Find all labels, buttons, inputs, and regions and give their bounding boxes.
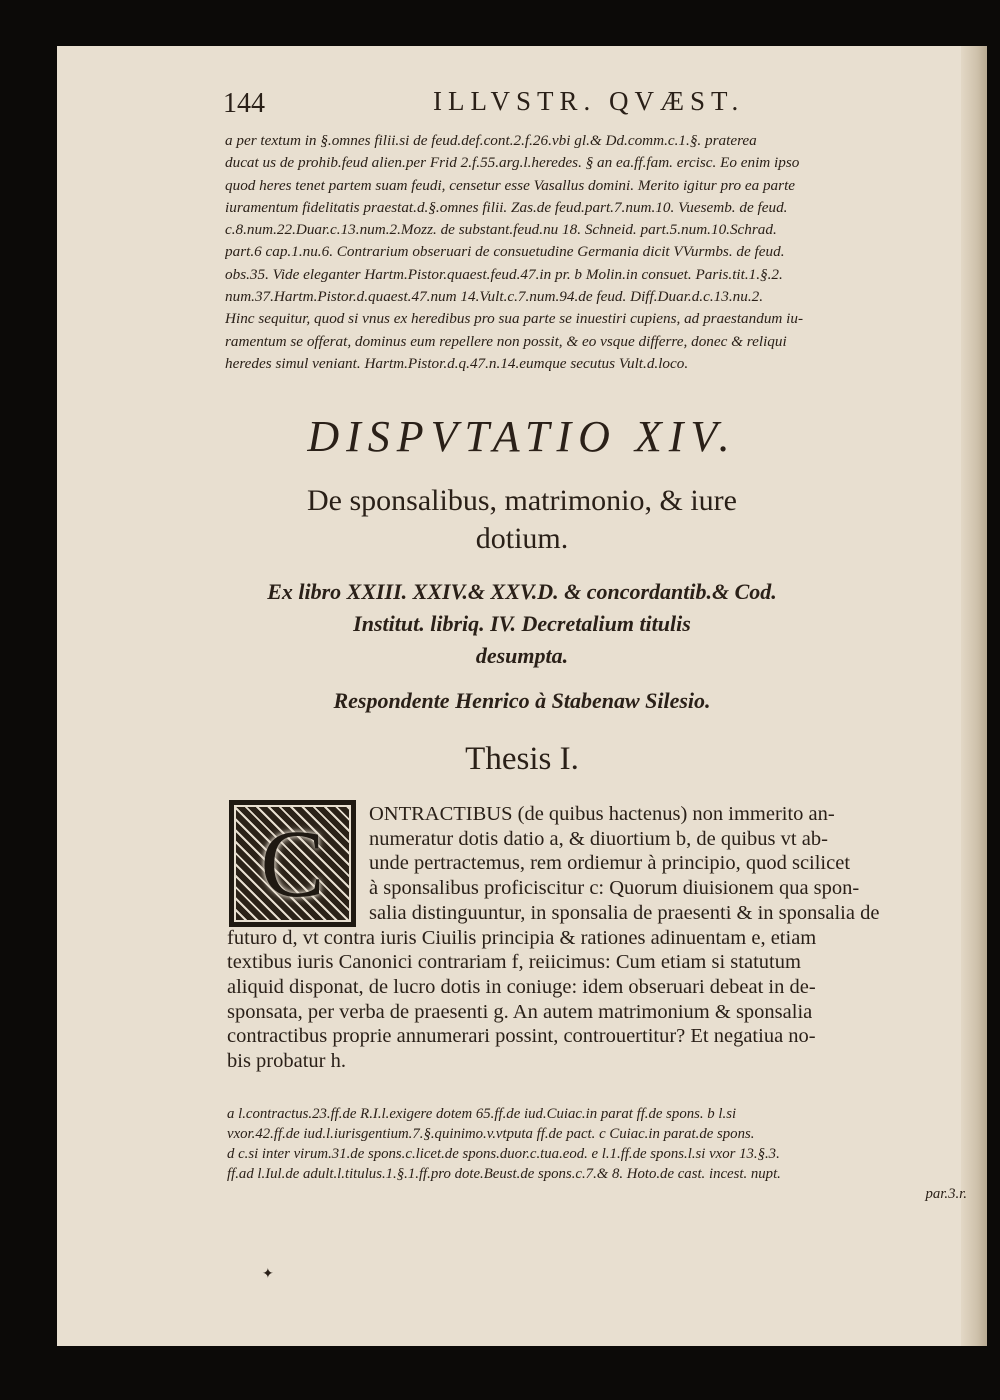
body-line: à sponsalibus proficiscitur c: Quorum diuisionem qua spon- (369, 877, 860, 900)
source-line: Institut. libriq. IV. Decretalium titulis (353, 611, 691, 636)
catchword: par.3.r. (925, 1186, 967, 1202)
footnote-line: ff.ad l.Iul.de adult.l.titulus.1.§.1.ff.pro dote.Beust.de spons.c.7.& 8. Hoto.de cast. incest. nupt. (227, 1166, 781, 1182)
footnote-line: ducat us de prohib.feud alien.per Frid 2.f.55.arg.l.heredes. § an ea.ff.fam. ercisc. Eo enim ipso (225, 154, 800, 172)
body-line: aliquid disponat, de lucro dotis in coniuge: idem obseruari debeat in de- (227, 975, 816, 998)
footnote-line: num.37.Hartm.Pistor.d.quaest.47.num 14.Vult.c.7.num.94.de feud. Diff.Duar.d.c.13.nu.2. (225, 288, 764, 306)
source-line: desumpta. (475, 643, 569, 668)
footnote-line: iuramentum fidelitatis praestat.d.§.omnes filii. Zas.de feud.part.7.num.10. Vuesemb. de feud. (225, 198, 788, 216)
footnotes-bottom (227, 1104, 967, 1204)
footnote-line: obs.35. Vide eleganter Hartm.Pistor.quaest.feud.47.in pr. b Molin.in consuet. Paris.tit.1.§.2. (225, 265, 783, 283)
body-line: salia distinguuntur, in sponsalia de praesenti & in sponsalia de (369, 901, 880, 924)
thesis-body (227, 802, 967, 1074)
body-line: unde pertractemus, rem ordiemur à principio, quod scilicet (369, 852, 851, 875)
body-line: contractibus proprie annumerari possint, controuertitur? Et negatiua no- (227, 1025, 816, 1048)
footnote-line: ramentum se offerat, dominus eum repellere non possit, & eo vsque differre, donec & reliqui (225, 332, 787, 350)
book-page (57, 46, 987, 1346)
footnote-line: part.6 cap.1.nu.6. Contrarium obseruari de consuetudine Germania dicit VVurmbs. de feud. (225, 243, 785, 261)
source-line: Ex libro XXIII. XXIV.& XXV.D. & concordantib.& Cod. (267, 579, 777, 604)
subtitle-line: dotium. (475, 522, 569, 555)
body-line: ONTRACTIBUS (de quibus hactenus) non immerito an- (369, 803, 835, 825)
disputation-title: DISPVTATIO XIV. (307, 412, 737, 461)
body-line: textibus iuris Canonici contrariam f, reiicimus: Cum etiam si statutum (227, 951, 801, 974)
footnotes-top (225, 130, 965, 375)
footnote-line: Hinc sequitur, quod si vnus ex heredibus pro sua parte se inuestiri cupiens, ad praestandum iu- (225, 310, 804, 328)
page-header (223, 86, 823, 122)
body-line: bis probatur h. (227, 1050, 346, 1073)
respondent-line: Respondente Henrico à Stabenaw Silesio. (333, 688, 711, 713)
footnote-line: d c.si inter virum.31.de spons.c.licet.de spons.duor.c.tua.eod. e l.1.ff.de spons.l.si vxor 13.§.3. (227, 1146, 780, 1162)
footnote-line: a l.contractus.23.ff.de R.I.l.exigere dotem 65.ff.de iud.Cuiac.in parat ff.de spons. b l.si (227, 1106, 737, 1122)
running-head: ILLVSTR. QVÆST. (433, 86, 745, 116)
body-line: futuro d, vt contra iuris Ciuilis principia & rationes adinuentam e, etiam (227, 926, 817, 949)
subtitle-line: De sponsalibus, matrimonio, & iure (307, 484, 737, 517)
disputation-subtitle (57, 482, 987, 558)
page-number: 144 (223, 88, 265, 119)
body-line: numeratur dotis datio a, & diuortium b, de quibus vt ab- (369, 827, 828, 850)
ink-mark: ✦ (262, 1266, 274, 1282)
footnote-line: a per textum in §.omnes filii.si de feud.def.cont.2.f.26.vbi gl.& Dd.comm.c.1.§. praterea (225, 132, 757, 149)
footnote-line: heredes simul veniant. Hartm.Pistor.d.q.47.n.14.eumque secutus Vult.d.loco. (225, 354, 689, 372)
drop-initial-letter: C (260, 810, 325, 917)
body-line: sponsata, per verba de praesenti g. An autem matrimonium & sponsalia (227, 1000, 813, 1023)
footnote-line: vxor.42.ff.de iud.l.iurisgentium.7.§.quinimo.v.vtputa ff.de pact. c Cuiac.in parat.de spons. (227, 1126, 755, 1142)
source-description (57, 576, 987, 672)
footnote-line: c.8.num.22.Duar.c.13.num.2.Mozz. de substant.feud.nu 18. Schneid. part.5.num.10.Schrad. (225, 221, 777, 239)
thesis-heading: Thesis I. (465, 741, 579, 777)
footnote-line: quod heres tenet partem suam feudi, censetur esse Vasallus domini. Merito igitur pro ea parte (225, 176, 796, 194)
